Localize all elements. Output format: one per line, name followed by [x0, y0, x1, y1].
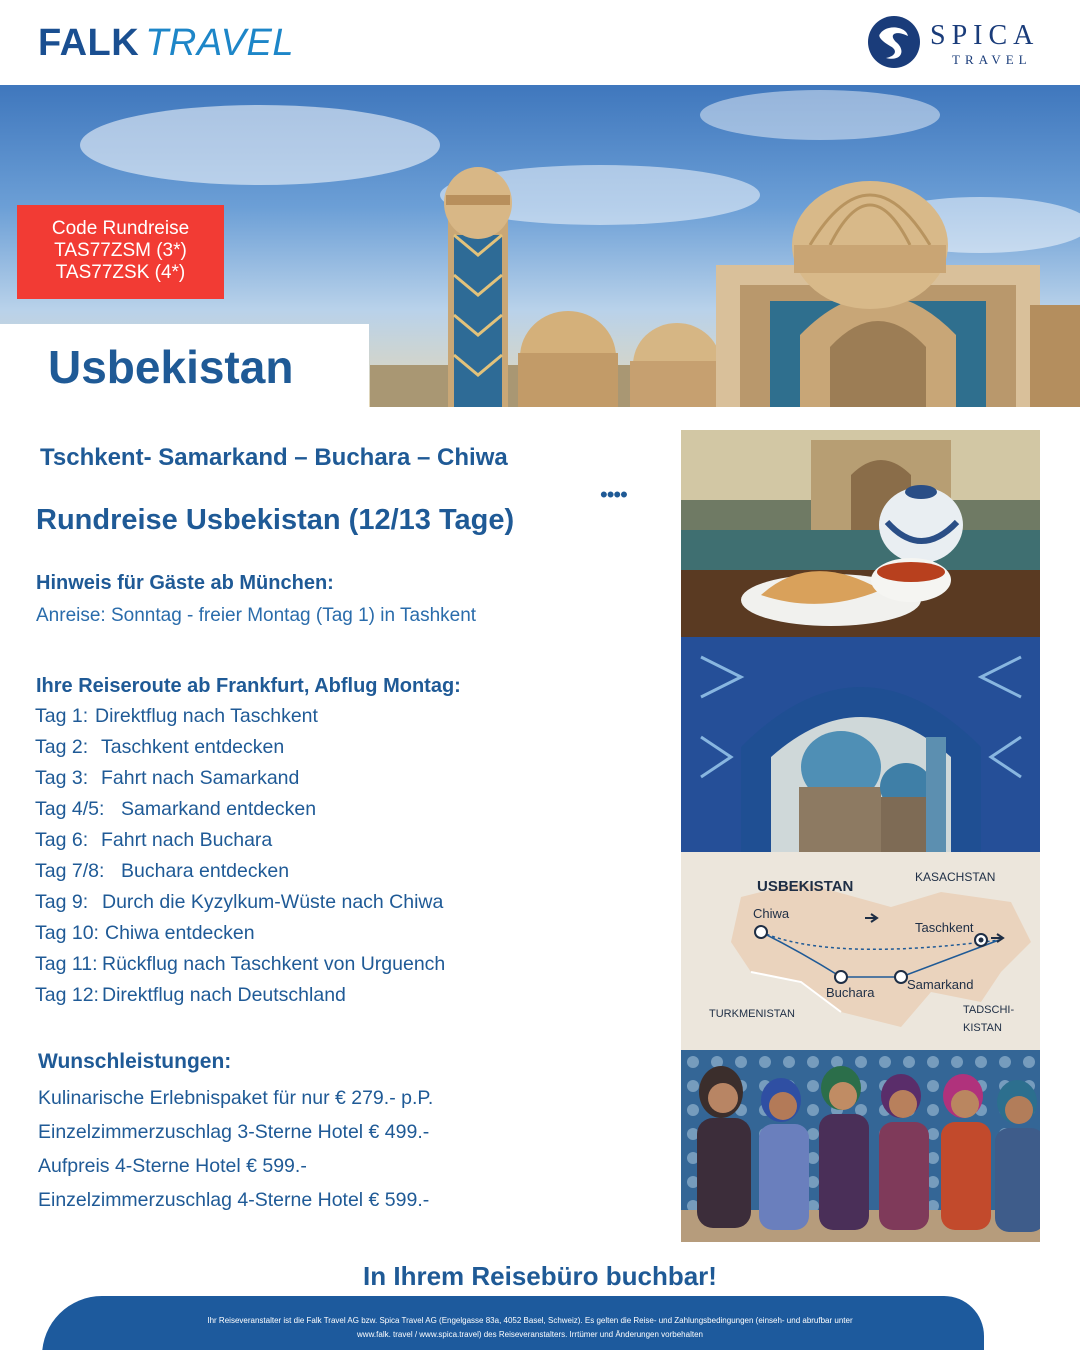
munich-note-text: Anreise: Sonntag - freier Montag (Tag 1) in Tashkent: [36, 605, 477, 626]
spica-swirl-icon: [866, 14, 922, 70]
falk-logo-travel-text: TRAVEL: [145, 22, 294, 64]
country-title-box: [0, 324, 369, 408]
itinerary-heading: Ihre Reiseroute ab Frankfurt, Abflug Montag:: [36, 675, 461, 697]
optional-service-item: Einzelzimmerzuschlag 4-Sterne Hotel € 599.-: [38, 1189, 430, 1211]
day-description: Rückflug nach Taschkent von Urguench: [102, 953, 446, 975]
day-number: Tag 11:: [35, 953, 98, 975]
tour-code-label: Code Rundreise: [51, 218, 190, 239]
map-marker-chiwa: [755, 926, 767, 938]
booking-cta: In Ihrem Reisebüro buchbar!: [363, 1261, 717, 1291]
tour-code-4-star: TAS77ZSK (4*): [55, 262, 186, 283]
legal-line-2: www.falk. travel / www.spica.travel) des Reiseveranstalters. Irrtümer und Änderungen vorbehalten: [357, 1330, 703, 1339]
map-label-usbekistan: USBEKISTAN: [757, 878, 854, 895]
day-number: Tag 9:: [35, 891, 89, 913]
optional-service-item: Einzelzimmerzuschlag 3-Sterne Hotel € 499.-: [38, 1121, 430, 1143]
day-number: Tag 1:: [35, 705, 89, 727]
map-label-tadschikistan-1: TADSCHI-: [963, 1004, 1015, 1016]
itinerary-list: [35, 705, 635, 1015]
falk-logo-text: FALK: [38, 22, 140, 64]
day-description: Taschkent entdecken: [101, 736, 285, 758]
route-map: [681, 852, 1040, 1050]
map-label-samarkand: Samarkand: [907, 977, 974, 992]
photo-uzbek-women: [681, 1050, 1040, 1242]
day-description: Direktflug nach Deutschland: [102, 984, 346, 1006]
day-number: Tag 12:: [35, 984, 99, 1006]
tour-code-badge: [17, 205, 224, 299]
day-description: Fahrt nach Buchara: [101, 829, 273, 851]
day-number: Tag 3:: [35, 767, 89, 789]
spica-travel-logo: [866, 14, 1040, 72]
itinerary-day: [35, 860, 635, 891]
itinerary-day: [35, 798, 635, 829]
legal-disclaimer: [150, 1314, 910, 1342]
photo-shah-i-zinda-arch: [681, 637, 1040, 852]
day-number: Tag 6:: [35, 829, 89, 851]
itinerary-day: [35, 829, 635, 860]
itinerary-day: [35, 705, 635, 736]
day-description: Durch die Kyzylkum-Wüste nach Chiwa: [102, 891, 444, 913]
tour-code-3-star: TAS77ZSM (3*): [54, 240, 187, 261]
map-label-kasachstan: KASACHSTAN: [915, 870, 996, 884]
map-label-tadschikistan-2: KISTAN: [963, 1022, 1002, 1034]
country-title: Usbekistan: [48, 341, 294, 393]
map-label-turkmenistan: TURKMENISTAN: [709, 1008, 795, 1020]
day-description: Fahrt nach Samarkand: [101, 767, 300, 789]
route-subtitle: Tschkent- Samarkand – Buchara – Chiwa: [40, 444, 508, 471]
day-description: Chiwa entdecken: [105, 922, 255, 944]
itinerary-day: [35, 767, 635, 798]
legal-line-1: Ihr Reiseveranstalter ist die Falk Travel AG bzw. Spica Travel AG (Engelgasse 83a, 4052 Basel, Schweiz). Es gelten die Reise- und Zahlungsbedingungen (einseh- und abrufbar unter: [207, 1316, 853, 1325]
tour-title: Rundreise Usbekistan (12/13 Tage): [36, 504, 515, 536]
day-description: Direktflug nach Taschkent: [95, 705, 318, 727]
map-label-buchara: Buchara: [826, 985, 875, 1000]
map-marker-samarkand: [895, 971, 907, 983]
itinerary-day: [35, 891, 635, 922]
decorative-dots: ••••: [600, 482, 627, 507]
optional-service-item: Kulinarische Erlebnispaket für nur € 279.- p.P.: [38, 1087, 434, 1109]
optional-service-item: Aufpreis 4-Sterne Hotel € 599.-: [38, 1155, 307, 1177]
itinerary-day: [35, 984, 635, 1015]
falk-travel-logo: [38, 22, 294, 65]
day-number: Tag 2:: [35, 736, 89, 758]
day-description: Samarkand entdecken: [121, 798, 317, 820]
itinerary-day: [35, 922, 635, 953]
day-number: Tag 7/8:: [35, 860, 105, 882]
itinerary-day: [35, 736, 635, 767]
munich-note-heading: Hinweis für Gäste ab München:: [36, 572, 334, 594]
day-description: Buchara entdecken: [121, 860, 290, 882]
spica-logo-text: SPICA: [930, 20, 1040, 51]
photo-tea-and-bread: [681, 430, 1040, 637]
optional-services-heading: Wunschleistungen:: [38, 1050, 232, 1073]
day-number: Tag 10:: [35, 922, 99, 944]
map-marker-buchara: [835, 971, 847, 983]
optional-services-list: [38, 1087, 638, 1223]
map-label-taschkent: Taschkent: [915, 920, 974, 935]
spica-logo-subtext: TRAVEL: [952, 52, 1032, 67]
day-number: Tag 4/5:: [35, 798, 105, 820]
itinerary-day: [35, 953, 635, 984]
map-label-chiwa: Chiwa: [753, 906, 790, 921]
